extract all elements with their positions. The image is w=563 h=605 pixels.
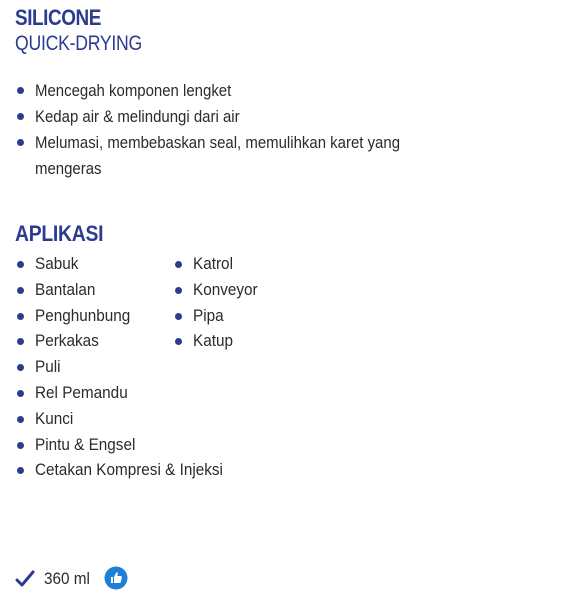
application-label: Rel Pemandu (35, 382, 128, 402)
application-item (173, 303, 265, 329)
application-item (173, 277, 265, 303)
product-title-block (15, 7, 166, 54)
application-item (15, 406, 244, 432)
feature-text: Kedap air & melindungi dari air (35, 107, 240, 126)
application-label: Penghunbung (35, 305, 131, 325)
bullet-icon (17, 390, 24, 397)
volume-label: 360 ml (44, 569, 90, 588)
application-label: Konveyor (193, 279, 258, 299)
bullet-icon (17, 313, 24, 320)
bullet-icon (175, 287, 182, 294)
bullet-icon (17, 87, 24, 94)
bullet-icon (17, 442, 24, 449)
application-label: Cetakan Kompresi & Injeksi (35, 460, 223, 480)
feature-item (15, 130, 515, 182)
bullet-icon (17, 364, 24, 371)
bullet-icon (17, 467, 24, 474)
feature-item (15, 104, 515, 130)
application-item (173, 251, 265, 277)
thumbs-up-icon (104, 566, 128, 590)
bullet-icon (17, 113, 24, 120)
application-label: Pintu & Engsel (35, 434, 136, 454)
application-label: Sabuk (35, 254, 79, 273)
application-label: Puli (35, 357, 61, 377)
application-item (173, 328, 265, 354)
bullet-icon (17, 287, 24, 294)
application-label: Katrol (193, 254, 233, 273)
bullet-icon (17, 139, 24, 146)
feature-text-continued: mengeras (35, 159, 102, 178)
application-label: Katup (193, 331, 233, 351)
product-title: SILICONE (15, 5, 101, 30)
bullet-icon (17, 338, 24, 345)
application-item (15, 380, 244, 406)
feature-item (15, 78, 515, 104)
bullet-icon (17, 416, 24, 423)
product-footer (15, 566, 95, 592)
bullet-icon (17, 261, 24, 268)
product-subtitle: QUICK-DRYING (15, 32, 143, 55)
application-label: Pipa (193, 305, 224, 325)
applications-right-column (173, 251, 265, 354)
applications-heading: APLIKASI (15, 221, 104, 246)
bullet-icon (175, 338, 182, 345)
application-item (15, 354, 244, 380)
feature-list (15, 78, 515, 182)
application-item (15, 432, 244, 458)
checkmark-icon (15, 569, 35, 589)
bullet-icon (175, 261, 182, 268)
feature-text: Melumasi, membebaskan seal, memulihkan karet yang (35, 133, 401, 152)
bullet-icon (175, 313, 182, 320)
application-item (15, 457, 244, 483)
application-label: Bantalan (35, 279, 96, 299)
application-label: Kunci (35, 408, 74, 428)
feature-text: Mencegah komponen lengket (35, 81, 232, 100)
application-label: Perkakas (35, 331, 99, 351)
